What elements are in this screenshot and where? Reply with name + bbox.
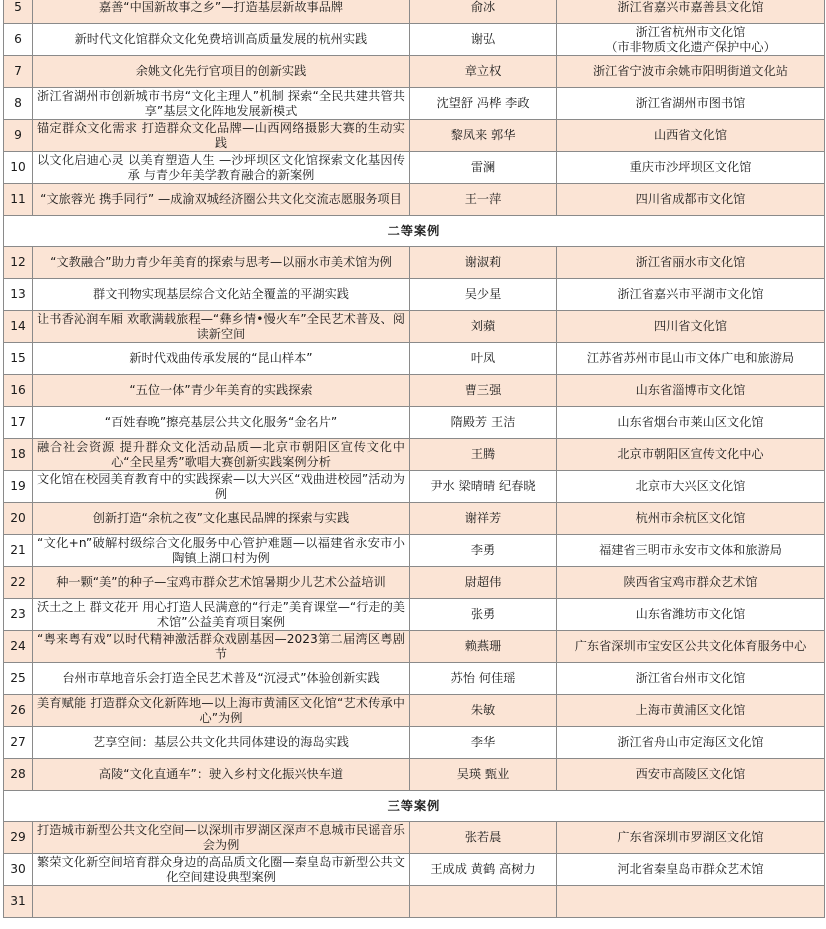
case-title-text: 锚定群众文化需求 打造群众文化品牌—山西网络摄影大赛的生动实践 <box>37 120 405 150</box>
case-title-cell <box>33 120 410 152</box>
case-title-text: 让书香沁润车厢 欢歌满载旅程—“彝乡情•慢火车”全民艺术普及、阅读新空间 <box>37 311 405 341</box>
case-number-cell <box>4 56 33 88</box>
case-authors-text: 谢弘 <box>470 32 496 46</box>
case-title-cell <box>33 152 410 184</box>
case-authors-cell <box>410 886 557 918</box>
case-authors-cell <box>410 24 557 56</box>
case-number-text: 18 <box>10 447 26 461</box>
case-unit-text: 陕西省宝鸡市群众艺术馆 <box>623 575 758 589</box>
case-number-cell <box>4 535 33 567</box>
case-number-cell <box>4 886 33 918</box>
case-authors-text: 苏怡 何佳瑶 <box>450 671 516 685</box>
case-unit-cell <box>557 56 825 88</box>
case-authors-text: 李华 <box>470 735 496 749</box>
case-unit-text: 浙江省嘉兴市嘉善县文化馆 <box>617 0 764 14</box>
case-authors-text: 张若晨 <box>464 830 502 844</box>
case-authors-text: 李勇 <box>470 543 496 557</box>
case-unit-text: 浙江省宁波市余姚市阳明街道文化站 <box>593 64 788 78</box>
case-unit-cell <box>557 759 825 791</box>
case-number-text: 20 <box>10 511 26 525</box>
case-unit-text: 浙江省嘉兴市平湖市文化馆 <box>617 287 764 301</box>
case-list-table <box>3 0 825 918</box>
case-authors-text: 叶凤 <box>470 351 496 365</box>
case-number-text: 19 <box>10 479 26 493</box>
case-number-cell <box>4 407 33 439</box>
case-title-cell <box>33 854 410 886</box>
case-title-text: 以文化启迪心灵 以美育塑造人生 —沙坪坝区文化馆探索文化基因传承 与青少年美学教育融合的新案例 <box>37 152 405 182</box>
case-number-cell <box>4 24 33 56</box>
case-unit-cell <box>557 471 825 503</box>
case-unit-text: 江苏省苏州市昆山市文体广电和旅游局 <box>586 351 795 365</box>
case-number-cell <box>4 375 33 407</box>
case-number-cell <box>4 695 33 727</box>
case-authors-text: 俞冰 <box>470 0 496 14</box>
case-number-cell <box>4 471 33 503</box>
case-row <box>4 311 825 343</box>
case-title-cell <box>33 567 410 599</box>
case-title-text: 浙江省湖州市创新城市书房“文化主理人”机制 探索“全民共建共管共享”基层文化阵地发展新模式 <box>37 88 405 118</box>
case-number-text: 22 <box>10 575 26 589</box>
case-title-text: 艺享空间：基层公共文化共同体建设的海岛实践 <box>93 735 349 749</box>
case-unit-cell <box>557 152 825 184</box>
case-unit-cell <box>557 375 825 407</box>
case-authors-cell <box>410 311 557 343</box>
case-unit-cell <box>557 279 825 311</box>
case-authors-text: 刘蘋 <box>470 319 496 333</box>
case-number-text: 5 <box>14 0 22 14</box>
case-authors-text: 黎凤来 郭华 <box>450 128 516 142</box>
case-authors-cell <box>410 663 557 695</box>
case-title-cell <box>33 247 410 279</box>
case-title-text: 台州市草地音乐会打造全民艺术普及“沉浸式”体验创新实践 <box>62 671 380 685</box>
case-title-cell <box>33 503 410 535</box>
case-number-cell <box>4 759 33 791</box>
case-unit-text: 河北省秦皇岛市群众艺术馆 <box>617 862 764 876</box>
case-title-text: 高陵“文化直通车”：驶入乡村文化振兴快车道 <box>98 767 344 781</box>
case-unit-cell <box>557 88 825 120</box>
case-authors-cell <box>410 0 557 24</box>
case-number-text: 28 <box>10 767 26 781</box>
case-authors-cell <box>410 407 557 439</box>
case-number-cell <box>4 854 33 886</box>
case-authors-text: 隋殿芳 王洁 <box>450 415 516 429</box>
case-number-text: 8 <box>14 96 22 110</box>
case-authors-cell <box>410 503 557 535</box>
case-unit-text: 福建省三明市永安市文体和旅游局 <box>599 543 782 557</box>
case-unit-text: 杭州市余杭区文化馆 <box>635 511 746 525</box>
case-unit-cell <box>557 535 825 567</box>
case-title-text: 沃土之上 群文花开 用心打造人民满意的“行走”美育课堂—“行走的美术馆”公益美育项目案例 <box>37 599 405 629</box>
case-unit-text: 山东省烟台市莱山区文化馆 <box>617 415 764 429</box>
case-authors-text: 曹三强 <box>464 383 502 397</box>
case-authors-cell <box>410 822 557 854</box>
case-title-cell <box>33 822 410 854</box>
case-number-text: 15 <box>10 351 26 365</box>
case-authors-text: 尹水 梁晴晴 纪春晓 <box>430 479 536 493</box>
case-title-text: “文旅蓉光 携手同行” —成渝双城经济圈公共文化交流志愿服务项目 <box>40 192 402 206</box>
case-row <box>4 279 825 311</box>
case-authors-text: 谢祥芳 <box>464 511 502 525</box>
case-list-table-wrapper <box>3 0 825 918</box>
case-unit-cell <box>557 120 825 152</box>
case-title-text: 新时代文化馆群众文化免费培训高质量发展的杭州实践 <box>74 32 368 46</box>
case-unit-cell <box>557 567 825 599</box>
case-authors-cell <box>410 439 557 471</box>
case-title-text: 美育赋能 打造群众文化新阵地—以上海市黄浦区文化馆“艺术传承中心”为例 <box>37 695 405 725</box>
case-number-cell <box>4 567 33 599</box>
case-number-cell <box>4 343 33 375</box>
case-authors-text: 赖燕珊 <box>464 639 502 653</box>
case-unit-text: 浙江省台州市文化馆 <box>635 671 746 685</box>
case-number-text: 30 <box>10 862 26 876</box>
case-number-text: 9 <box>14 128 22 142</box>
case-number-cell <box>4 503 33 535</box>
case-number-cell <box>4 88 33 120</box>
case-number-cell <box>4 663 33 695</box>
case-authors-text: 张勇 <box>470 607 496 621</box>
case-unit-cell <box>557 822 825 854</box>
case-authors-cell <box>410 56 557 88</box>
case-title-text: “五位一体”青少年美育的实践探索 <box>129 383 313 397</box>
case-authors-text: 章立权 <box>464 64 502 78</box>
case-row <box>4 471 825 503</box>
case-title-cell <box>33 695 410 727</box>
case-unit-cell <box>557 886 825 918</box>
case-unit-cell <box>557 854 825 886</box>
case-title-cell <box>33 727 410 759</box>
case-title-cell <box>33 375 410 407</box>
case-authors-text: 朱敏 <box>470 703 496 717</box>
case-number-cell <box>4 247 33 279</box>
case-unit-cell <box>557 695 825 727</box>
case-authors-cell <box>410 631 557 663</box>
case-number-cell <box>4 184 33 216</box>
case-unit-cell <box>557 439 825 471</box>
case-unit-cell <box>557 184 825 216</box>
case-title-cell <box>33 0 410 24</box>
case-number-text: 21 <box>10 543 26 557</box>
case-unit-text: 重庆市沙坪坝区文化馆 <box>629 160 752 174</box>
case-number-text: 26 <box>10 703 26 717</box>
case-row <box>4 24 825 56</box>
case-authors-text: 王一萍 <box>464 192 502 206</box>
case-authors-text: 尉超伟 <box>464 575 502 589</box>
case-row <box>4 567 825 599</box>
case-number-cell <box>4 279 33 311</box>
case-title-text: 种一颗“美”的种子—宝鸡市群众艺术馆暑期少儿艺术公益培训 <box>56 575 386 589</box>
case-authors-cell <box>410 759 557 791</box>
case-unit-text: 浙江省丽水市文化馆 <box>635 255 746 269</box>
case-authors-cell <box>410 184 557 216</box>
case-row <box>4 247 825 279</box>
case-row <box>4 503 825 535</box>
case-authors-cell <box>410 535 557 567</box>
case-authors-cell <box>410 247 557 279</box>
case-title-text: 余姚文化先行官项目的创新实践 <box>135 64 307 78</box>
case-title-text: “文化+n”破解村级综合文化服务中心管护难题—以福建省永安市小陶镇上湖口村为例 <box>37 535 405 565</box>
case-title-text: 创新打造“余杭之夜”文化惠民品牌的探索与实践 <box>92 511 350 525</box>
case-title-cell <box>33 759 410 791</box>
case-title-text: 新时代戏曲传承发展的“昆山样本” <box>129 351 313 365</box>
case-row <box>4 88 825 120</box>
case-number-text: 13 <box>10 287 26 301</box>
case-unit-text: 上海市黄浦区文化馆 <box>635 703 746 717</box>
case-number-text: 14 <box>10 319 26 333</box>
case-number-text: 11 <box>10 192 26 206</box>
case-number-text: 12 <box>10 255 26 269</box>
case-authors-cell <box>410 88 557 120</box>
case-unit-text: 北京市大兴区文化馆 <box>635 479 746 493</box>
case-title-text: “文教融合”助力青少年美育的探索与思考—以丽水市美术馆为例 <box>50 255 392 269</box>
case-title-text: 嘉善“中国新故事之乡”—打造基层新故事品牌 <box>98 0 344 14</box>
case-number-text: 17 <box>10 415 26 429</box>
case-authors-text: 王成成 黄鹤 高树力 <box>430 862 536 876</box>
case-unit-text: 山东省潍坊市文化馆 <box>635 607 746 621</box>
case-row <box>4 439 825 471</box>
case-authors-text: 雷澜 <box>470 160 496 174</box>
case-unit-text: 广东省深圳市宝安区公共文化体育服务中心 <box>574 639 807 653</box>
case-unit-text: 浙江省杭州市文化馆 （市非物质文化遗产保护中心） <box>605 24 776 54</box>
case-title-text: 文化馆在校园美育教育中的实践探索—以大兴区“戏曲进校园”活动为例 <box>37 471 405 501</box>
case-authors-cell <box>410 152 557 184</box>
case-authors-cell <box>410 375 557 407</box>
case-title-cell <box>33 343 410 375</box>
case-number-text: 24 <box>10 639 26 653</box>
section-title: 三等案例 <box>4 791 825 822</box>
section-title: 二等案例 <box>4 216 825 247</box>
case-number-text: 31 <box>10 894 26 908</box>
case-unit-cell <box>557 599 825 631</box>
case-number-cell <box>4 311 33 343</box>
case-unit-cell <box>557 631 825 663</box>
case-authors-cell <box>410 695 557 727</box>
case-unit-text: 山西省文化馆 <box>653 128 728 142</box>
case-unit-text: 广东省深圳市罗湖区文化馆 <box>617 830 764 844</box>
case-authors-cell <box>410 120 557 152</box>
case-title-cell <box>33 311 410 343</box>
case-number-cell <box>4 439 33 471</box>
case-row <box>4 727 825 759</box>
case-unit-text: 西安市高陵区文化馆 <box>635 767 746 781</box>
case-authors-text: 谢淑莉 <box>464 255 502 269</box>
case-unit-text: 山东省淄博市文化馆 <box>635 383 746 397</box>
case-authors-text: 沈望舒 冯桦 李政 <box>436 96 530 110</box>
case-row <box>4 599 825 631</box>
case-unit-cell <box>557 343 825 375</box>
case-row <box>4 407 825 439</box>
case-number-text: 27 <box>10 735 26 749</box>
case-title-cell <box>33 24 410 56</box>
case-authors-cell <box>410 727 557 759</box>
case-title-cell <box>33 886 410 918</box>
case-unit-cell <box>557 503 825 535</box>
case-row <box>4 535 825 567</box>
case-unit-text: 浙江省舟山市定海区文化馆 <box>617 735 764 749</box>
section-header-row <box>4 791 825 822</box>
case-title-cell <box>33 599 410 631</box>
case-title-cell <box>33 56 410 88</box>
case-authors-cell <box>410 279 557 311</box>
case-number-text: 29 <box>10 830 26 844</box>
case-title-text: 群文刊物实现基层综合文化站全覆盖的平湖实践 <box>93 287 349 301</box>
case-number-text: 23 <box>10 607 26 621</box>
case-authors-cell <box>410 567 557 599</box>
case-number-text: 10 <box>10 160 26 174</box>
case-row <box>4 56 825 88</box>
case-authors-cell <box>410 854 557 886</box>
case-title-text: 繁荣文化新空间培育群众身边的高品质文化圈—秦皇岛市新型公共文化空间建设典型案例 <box>37 854 405 884</box>
case-unit-text: 北京市朝阳区宣传文化中心 <box>617 447 764 461</box>
case-number-text: 25 <box>10 671 26 685</box>
case-title-cell <box>33 471 410 503</box>
case-number-cell <box>4 152 33 184</box>
case-title-cell <box>33 407 410 439</box>
case-authors-cell <box>410 343 557 375</box>
case-number-cell <box>4 120 33 152</box>
case-title-text: 打造城市新型公共文化空间—以深圳市罗湖区深声不息城市民谣音乐会为例 <box>37 822 405 852</box>
case-authors-text: 吴少星 <box>464 287 502 301</box>
case-unit-text: 浙江省湖州市图书馆 <box>635 96 746 110</box>
case-number-cell <box>4 0 33 24</box>
case-row <box>4 375 825 407</box>
case-row <box>4 120 825 152</box>
case-unit-text: 四川省成都市文化馆 <box>635 192 746 206</box>
case-unit-text: 四川省文化馆 <box>653 319 728 333</box>
case-unit-cell <box>557 0 825 24</box>
case-number-cell <box>4 599 33 631</box>
case-unit-cell <box>557 24 825 56</box>
case-title-text: “粤来粤有戏”以时代精神激活群众戏剧基因—2023第二届湾区粤剧节 <box>37 631 405 661</box>
section-header-row <box>4 216 825 247</box>
case-list-body <box>4 0 825 918</box>
case-unit-cell <box>557 727 825 759</box>
case-authors-text: 王腾 <box>470 447 496 461</box>
case-row <box>4 695 825 727</box>
case-row <box>4 184 825 216</box>
case-row <box>4 0 825 24</box>
case-title-cell <box>33 184 410 216</box>
case-row <box>4 152 825 184</box>
case-row <box>4 886 825 918</box>
case-authors-cell <box>410 599 557 631</box>
case-title-cell <box>33 439 410 471</box>
case-unit-cell <box>557 311 825 343</box>
case-row <box>4 343 825 375</box>
case-title-cell <box>33 663 410 695</box>
case-title-text: 融合社会资源 提升群众文化活动品质—北京市朝阳区宣传文化中心“全民星秀”歌唱大赛创新实践案例分析 <box>37 439 405 469</box>
case-authors-cell <box>410 471 557 503</box>
case-number-cell <box>4 727 33 759</box>
case-unit-cell <box>557 407 825 439</box>
case-row <box>4 822 825 854</box>
case-title-cell <box>33 535 410 567</box>
case-number-cell <box>4 822 33 854</box>
case-authors-text: 吴瑛 甄业 <box>456 767 510 781</box>
case-number-text: 16 <box>10 383 26 397</box>
case-number-text: 7 <box>14 64 22 78</box>
case-title-text: “百姓春晚”擦亮基层公共文化服务“金名片” <box>104 415 338 429</box>
case-unit-cell <box>557 663 825 695</box>
case-row <box>4 854 825 886</box>
case-row <box>4 759 825 791</box>
case-row <box>4 631 825 663</box>
case-number-text: 6 <box>14 32 22 46</box>
case-number-cell <box>4 631 33 663</box>
case-title-cell <box>33 88 410 120</box>
case-unit-cell <box>557 247 825 279</box>
case-title-cell <box>33 631 410 663</box>
case-row <box>4 663 825 695</box>
case-title-cell <box>33 279 410 311</box>
